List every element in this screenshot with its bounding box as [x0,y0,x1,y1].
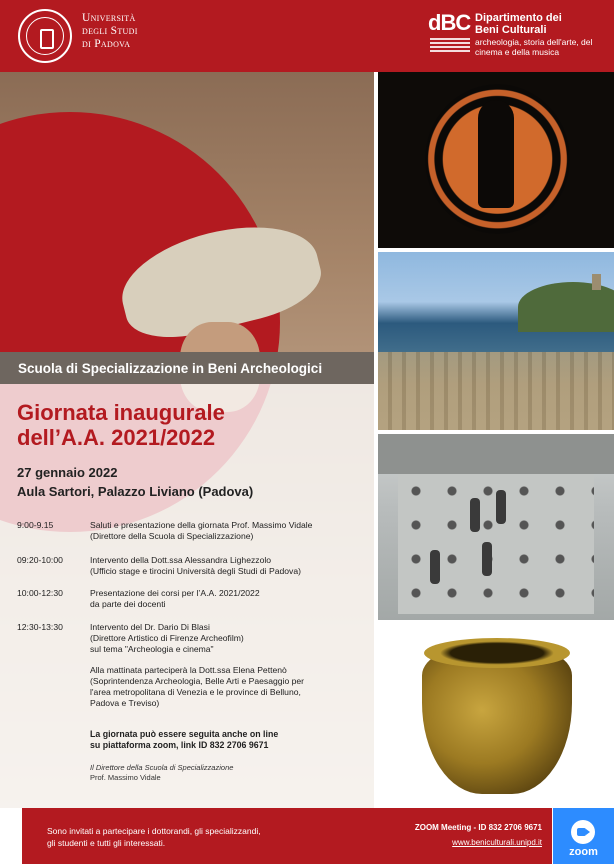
program-time: 9:00-9.15 [17,520,54,530]
dbc-logo: dBC [428,10,471,35]
school-name: Scuola di Specializzazione in Beni Archeologici [18,361,323,376]
department-header [300,0,614,72]
university-header [0,0,300,72]
online-stream-note: La giornata può essere seguita anche on line su piattaforma zoom, link ID 832 2706 9671 [90,729,279,750]
program-time: 09:20-10:00 [17,555,63,565]
program-description: Saluti e presentazione della giornata Prof. Massimo Vidale (Direttore della Scuola di Specializzazione) [90,520,313,541]
event-title: Giornata inaugurale dell’A.A. 2021/2022 [17,400,225,450]
program-item [17,555,301,577]
director-signature: Il Direttore della Scuola di Specializzazione Prof. Massimo Vidale [90,763,234,782]
zoom-camera-icon [571,820,595,844]
participation-note: Alla mattinata parteciperà la Dott.ssa Elena Pettenò (Soprintendenza Archeologia, Belle Arti e Paesaggio per l'area metropolitana di Venezia e le province di Belluno, Padova e Treviso) [90,665,305,708]
program-time: 12:30-13:30 [17,622,63,632]
university-seal-icon [18,9,72,63]
program-description: Intervento della Dott.ssa Alessandra Lighezzolo (Ufficio stage e tirocini Università degli Studi di Padova) [90,555,301,576]
program-description: Intervento del Dr. Dario Di Blasi (Direttore Artistico di Firenze Archeofilm) sul tema "Archeologia e cinema" [90,622,244,654]
dbc-logo-icon [430,38,470,54]
program-item [17,520,312,542]
event-date-location: 27 gennaio 2022 Aula Sartori, Palazzo Liviano (Padova) [17,465,254,499]
department-title: Dipartimento dei Beni Culturali [475,12,562,36]
greek-vase-photo [378,72,614,248]
program-time: 10:00-12:30 [17,588,63,598]
excavation-pit-photo [378,434,614,620]
footer-margin [0,808,22,864]
website-link[interactable]: www.beniculturali.unipd.it [452,838,542,847]
footer-zoom-bar [402,808,552,864]
zoom-label: zoom [569,846,598,858]
program-description: Presentazione dei corsi per l’A.A. 2021/2022 da parte dei docenti [90,588,260,609]
program-item [17,588,260,610]
zoom-logo[interactable] [553,808,614,864]
school-band [0,352,374,384]
coastal-ruins-photo [378,252,614,430]
bronze-vessel-photo [378,624,614,808]
zoom-meeting-id: ZOOM Meeting - ID 832 2706 9671 [414,823,542,832]
program-item [17,622,244,655]
university-name: Università degli Studi di Padova [82,12,138,50]
department-subtitle: archeologia, storia dell'arte, del cinema e della musica [475,37,593,57]
footer-invite: Sono invitati a partecipare i dottorandi, gli specializzandi, gli studenti e tutti gli interessati. [47,826,261,848]
